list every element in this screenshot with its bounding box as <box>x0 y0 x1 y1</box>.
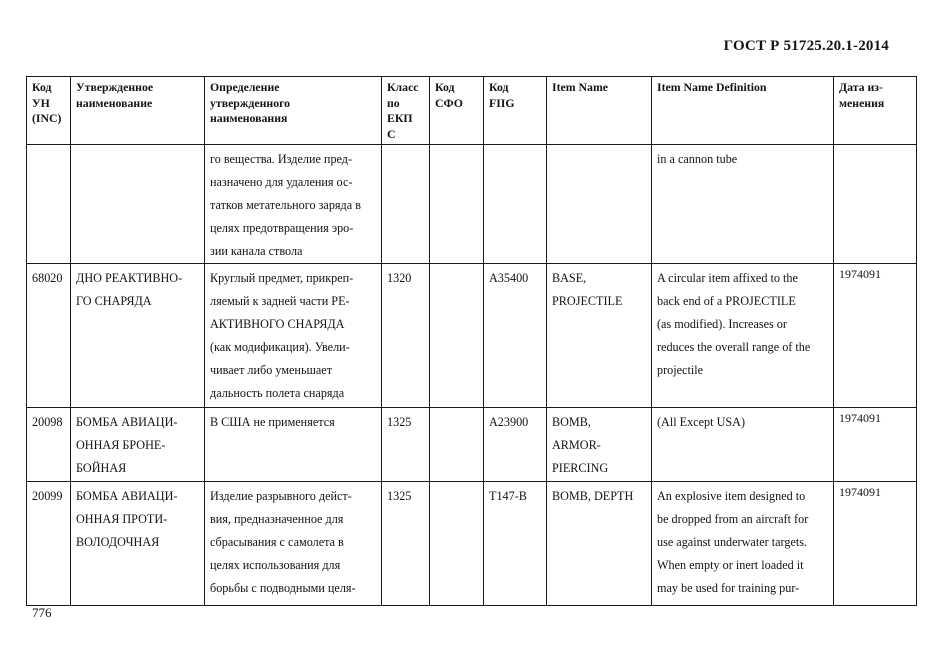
cell-line: целях предотвращения эро- <box>210 221 354 235</box>
cell-line: дальность полета снаряда <box>210 386 345 400</box>
cell-line: projectile <box>657 363 704 377</box>
cell-line: БОЙНАЯ <box>76 461 127 475</box>
cell-item-def <box>652 408 834 482</box>
table-row <box>27 408 917 482</box>
header-line: Класс <box>387 80 419 94</box>
cell-item-def <box>652 482 834 606</box>
cell-fiig: A35400 <box>484 264 547 408</box>
cell-date: 1974091 <box>834 482 917 606</box>
cell-item-name <box>547 482 652 606</box>
cell-date: 1974091 <box>834 264 917 408</box>
header-line: утвержденного <box>210 95 291 110</box>
cell-definition <box>205 408 382 482</box>
header-line: Код <box>489 80 509 94</box>
cell-line: В США не применяется <box>210 415 335 429</box>
nomenclature-table <box>26 76 917 606</box>
cell-line: ARMOR- <box>552 438 601 452</box>
header-line: наименования <box>210 111 288 125</box>
cell-item-name <box>547 145 652 264</box>
cell-date <box>834 145 917 264</box>
cell-inc <box>27 145 71 264</box>
header-line: Определение <box>210 80 280 94</box>
cell-line: BOMB, DEPTH <box>552 489 634 503</box>
cell-line: сбрасывания с самолета в <box>210 535 344 549</box>
cell-definition <box>205 145 382 264</box>
header-definition <box>205 77 382 145</box>
cell-class: 1320 <box>382 264 430 408</box>
header-line: СФО <box>435 95 463 110</box>
cell-fiig <box>484 145 547 264</box>
header-line: Код <box>435 80 455 94</box>
cell-fiig: A23900 <box>484 408 547 482</box>
cell-line: ВОЛОДОЧНАЯ <box>76 535 160 549</box>
header-item-name-definition <box>652 77 834 145</box>
cell-line: целях использования для <box>210 558 341 572</box>
cell-line: ГО СНАРЯДА <box>76 294 152 308</box>
cell-item-def <box>652 145 834 264</box>
cell-name <box>71 264 205 408</box>
header-fiig <box>484 77 547 145</box>
cell-name <box>71 145 205 264</box>
cell-sfo <box>430 264 484 408</box>
header-line: (INC) <box>32 111 62 125</box>
page-number: 776 <box>32 605 52 620</box>
cell-line: назначено для удаления ос- <box>210 175 353 189</box>
cell-date: 1974091 <box>834 408 917 482</box>
cell-line: ОННАЯ БРОНЕ- <box>76 438 166 452</box>
cell-line: борьбы с подводными целя- <box>210 581 356 595</box>
cell-line: Изделие разрывного дейст- <box>210 489 352 503</box>
cell-line: Круглый предмет, прикреп- <box>210 271 354 285</box>
cell-line: be dropped from an aircraft for <box>657 512 809 526</box>
cell-class: 1325 <box>382 408 430 482</box>
cell-item-def <box>652 264 834 408</box>
cell-line: back end of a PROJECTILE <box>657 294 796 308</box>
cell-line: PROJECTILE <box>552 294 623 308</box>
cell-line: (как модификация). Увели- <box>210 340 350 354</box>
cell-inc: 20098 <box>27 408 71 482</box>
cell-inc: 68020 <box>27 264 71 408</box>
cell-sfo <box>430 408 484 482</box>
cell-line: in a cannon tube <box>657 152 738 166</box>
cell-line: (All Except USA) <box>657 415 746 429</box>
header-line: Item Name Definition <box>657 80 767 94</box>
cell-line: An explosive item designed to <box>657 489 806 503</box>
document-standard-code: ГОСТ Р 51725.20.1-2014 <box>723 38 889 54</box>
cell-name <box>71 482 205 606</box>
header-line: наименование <box>76 95 153 110</box>
cell-line: BASE, <box>552 271 587 285</box>
cell-line: зии канала ствола <box>210 244 303 258</box>
cell-item-name <box>547 264 652 408</box>
cell-class <box>382 145 430 264</box>
cell-line: чивает либо уменьшает <box>210 363 333 377</box>
cell-inc: 20099 <box>27 482 71 606</box>
table-row <box>27 145 917 264</box>
cell-line: A circular item affixed to the <box>657 271 798 285</box>
header-class <box>382 77 430 145</box>
cell-line: When empty or inert loaded it <box>657 558 804 572</box>
cell-line: reduces the overall range of the <box>657 340 811 354</box>
cell-sfo <box>430 482 484 606</box>
cell-line: АКТИВНОГО СНАРЯДА <box>210 317 345 331</box>
table-row <box>27 264 917 408</box>
header-line: менения <box>839 95 885 110</box>
cell-line: БОМБА АВИАЦИ- <box>76 415 178 429</box>
header-sfo <box>430 77 484 145</box>
cell-line: may be used for training pur- <box>657 581 800 595</box>
cell-sfo <box>430 145 484 264</box>
table-row <box>27 482 917 606</box>
cell-line: ДНО РЕАКТИВНО- <box>76 271 183 285</box>
cell-item-name <box>547 408 652 482</box>
cell-fiig: T147-B <box>484 482 547 606</box>
table-header-row <box>27 77 917 145</box>
cell-name <box>71 408 205 482</box>
header-change-date <box>834 77 917 145</box>
cell-line: БОМБА АВИАЦИ- <box>76 489 178 503</box>
cell-line: PIERCING <box>552 461 609 475</box>
cell-line: (as modified). Increases or <box>657 317 787 331</box>
cell-line: вия, предназначенное для <box>210 512 344 526</box>
cell-definition <box>205 482 382 606</box>
header-line: Item Name <box>552 80 609 94</box>
cell-line: го вещества. Изделие пред- <box>210 152 353 166</box>
header-line: Код <box>32 80 52 94</box>
cell-definition <box>205 264 382 408</box>
cell-line: BOMB, <box>552 415 591 429</box>
header-line: по <box>387 95 400 110</box>
header-line: FIIG <box>489 95 515 110</box>
cell-line: ОННАЯ ПРОТИ- <box>76 512 168 526</box>
header-line: Дата из- <box>839 80 883 94</box>
cell-class: 1325 <box>382 482 430 606</box>
header-line: Утвержденное <box>76 80 154 94</box>
header-item-name <box>547 77 652 145</box>
cell-line: ляемый к задней части РЕ- <box>210 294 350 308</box>
header-line: ЕКП <box>387 111 413 125</box>
header-inc <box>27 77 71 145</box>
header-approved-name <box>71 77 205 145</box>
cell-line: use against underwater targets. <box>657 535 808 549</box>
header-line: С <box>387 126 396 141</box>
header-line: УН <box>32 95 50 110</box>
cell-line: татков метательного заряда в <box>210 198 361 212</box>
